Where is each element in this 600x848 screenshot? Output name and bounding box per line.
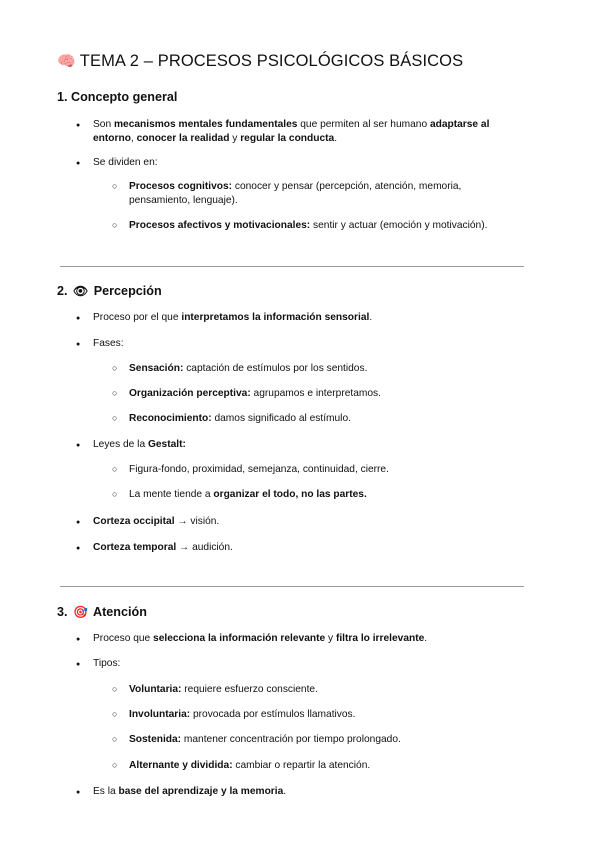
list-item: Fases: — [93, 338, 124, 349]
bullet-icon — [76, 515, 80, 530]
brain-icon: 🧠 — [57, 53, 76, 70]
sub-bullet-icon — [112, 412, 117, 426]
sub-bullet-icon — [112, 180, 117, 194]
bullet-icon — [76, 311, 80, 326]
target-icon: 🎯 — [73, 605, 88, 619]
list-item: Corteza occipital → visión. — [93, 516, 220, 527]
sub-bullet-icon — [112, 733, 117, 747]
list-item: Proceso que selecciona la información relevante y filtra lo irrelevante. — [93, 633, 428, 644]
list-item: Leyes de la Gestalt: — [93, 439, 186, 450]
list-item: Alternante y dividida: cambiar o repartir la atención. — [129, 760, 371, 771]
sub-bullet-icon — [112, 708, 117, 722]
section-divider — [60, 266, 524, 267]
bullet-icon — [76, 118, 80, 133]
bullet-icon — [76, 632, 80, 647]
bullet-icon — [76, 337, 80, 352]
list-item: Proceso por el que interpretamos la información sensorial. — [93, 312, 373, 323]
document-title-text: TEMA 2 – PROCESOS PSICOLÓGICOS BÁSICOS — [79, 52, 464, 70]
list-item: Reconocimiento: damos significado al estímulo. — [129, 413, 351, 424]
list-item: Procesos afectivos y motivacionales: sentir y actuar (emoción y motivación). — [129, 220, 488, 231]
bullet-icon — [76, 156, 80, 171]
bullet-icon — [76, 541, 80, 556]
list-item: Organización perceptiva: agrupamos e interpretamos. — [129, 388, 381, 399]
eye-icon: 👁 — [73, 284, 89, 298]
list-item: Procesos cognitivos: conocer y pensar (percepción, atención, memoria, pensamiento, lenguaje). — [129, 181, 462, 206]
list-item: Sensación: captación de estímulos por los sentidos. — [129, 363, 368, 374]
list-item: Son mecanismos mentales fundamentales que permiten al ser humano adaptarse al entorno, conocer la realidad y regular la conducta. — [93, 119, 490, 144]
list-item: La mente tiende a organizar el todo, no las partes. — [129, 489, 367, 500]
section-3-heading: 3. 🎯 Atención — [57, 605, 147, 619]
sub-bullet-icon — [112, 488, 117, 502]
list-item: Involuntaria: provocada por estímulos llamativos. — [129, 709, 356, 720]
section-divider — [60, 586, 524, 587]
sub-bullet-icon — [112, 219, 117, 233]
bullet-icon — [76, 657, 80, 672]
bullet-icon — [76, 438, 80, 453]
sub-bullet-icon — [112, 683, 117, 697]
list-item: Es la base del aprendizaje y la memoria. — [93, 786, 287, 797]
section-2-heading: 2. 👁 Percepción — [57, 284, 162, 298]
sub-bullet-icon — [112, 759, 117, 773]
list-item: Corteza temporal → audición. — [93, 542, 233, 553]
list-item: Tipos: — [93, 658, 121, 669]
bullet-icon — [76, 785, 80, 800]
list-item: Voluntaria: requiere esfuerzo consciente. — [129, 684, 318, 695]
section-1-heading: 1. Concepto general — [57, 90, 178, 104]
document-title — [57, 52, 463, 71]
sub-bullet-icon — [112, 362, 117, 376]
sub-bullet-icon — [112, 463, 117, 477]
list-item: Sostenida: mantener concentración por tiempo prolongado. — [129, 734, 401, 745]
list-item: Se dividen en: — [93, 157, 158, 168]
list-item: Figura-fondo, proximidad, semejanza, continuidad, cierre. — [129, 464, 389, 475]
sub-bullet-icon — [112, 387, 117, 401]
